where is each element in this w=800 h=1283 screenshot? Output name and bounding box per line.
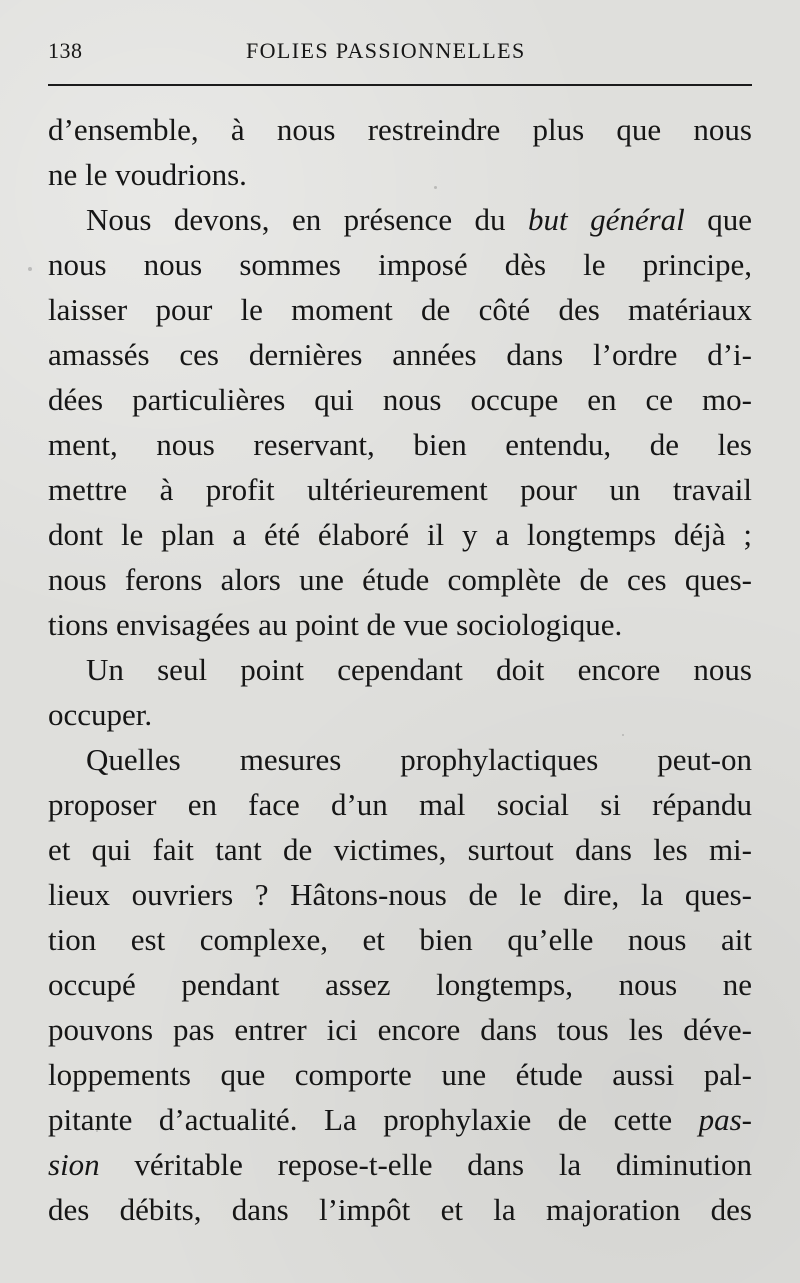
text-line: occupé pendant assez longtemps, nous ne	[48, 967, 752, 1002]
text-line: Quelles mesures prophylactiques peut-on	[86, 742, 752, 777]
header-rule	[48, 84, 752, 86]
running-title: FOLIES PASSIONNELLES	[246, 38, 526, 63]
text-line: dées particulières qui nous occupe en ce mo-	[48, 382, 752, 417]
text-line	[48, 1142, 752, 1187]
text-line: occuper.	[48, 697, 153, 732]
text-line: nous ferons alors une étude complète de ces ques-	[48, 562, 752, 597]
paper-speck	[96, 1130, 98, 1132]
text-line: et qui fait tant de victimes, surtout dans les mi-	[48, 832, 752, 867]
text-line: dont le plan a été élaboré il y a longtemps déjà ;	[48, 517, 752, 552]
text-run: Nous devons, en présence du	[86, 202, 528, 237]
paper-speck	[434, 186, 437, 189]
text-run: pitante d’actualité. La prophylaxie de cette	[48, 1102, 699, 1137]
text-line: laisser pour le moment de côté des matériaux	[48, 292, 752, 327]
text-line: loppements que comporte une étude aussi pal-	[48, 1057, 752, 1092]
text-line: proposer en face d’un mal social si répandu	[48, 787, 752, 822]
text-line: nous nous sommes imposé dès le principe,	[48, 247, 752, 282]
page-number: 138	[48, 38, 83, 63]
text-line: des débits, dans l’impôt et la majoration des	[48, 1192, 752, 1227]
text-line: ne le voudrions.	[48, 157, 247, 192]
text-line: Un seul point cependant doit encore nous	[86, 652, 752, 687]
italic-word: sion	[48, 1147, 100, 1182]
text-run: que	[684, 202, 752, 237]
text-line: amassés ces dernières années dans l’ordre d’i-	[48, 337, 752, 372]
text-line: ment, nous reservant, bien entendu, de les	[48, 427, 752, 462]
text-line: lieux ouvriers ? Hâtons-nous de le dire, la ques-	[48, 877, 752, 912]
text-line	[48, 197, 752, 242]
text-line: pouvons pas entrer ici encore dans tous les déve-	[48, 1012, 752, 1047]
text-line: tions envisagées au point de vue sociologique.	[48, 607, 623, 642]
text-line: mettre à profit ultérieurement pour un travail	[48, 472, 752, 507]
text-line	[48, 1097, 752, 1142]
italic-phrase: but général	[528, 202, 685, 237]
italic-word: pas-	[698, 1102, 752, 1137]
page-header	[48, 38, 752, 78]
body-text	[48, 107, 752, 1232]
text-line: d’ensemble, à nous restreindre plus que nous	[48, 112, 752, 147]
text-line: tion est complexe, et bien qu’elle nous ait	[48, 922, 752, 957]
paper-speck	[622, 734, 624, 736]
text-run: véritable repose-t-elle dans la diminution	[99, 1147, 752, 1182]
paper-speck	[28, 267, 32, 271]
